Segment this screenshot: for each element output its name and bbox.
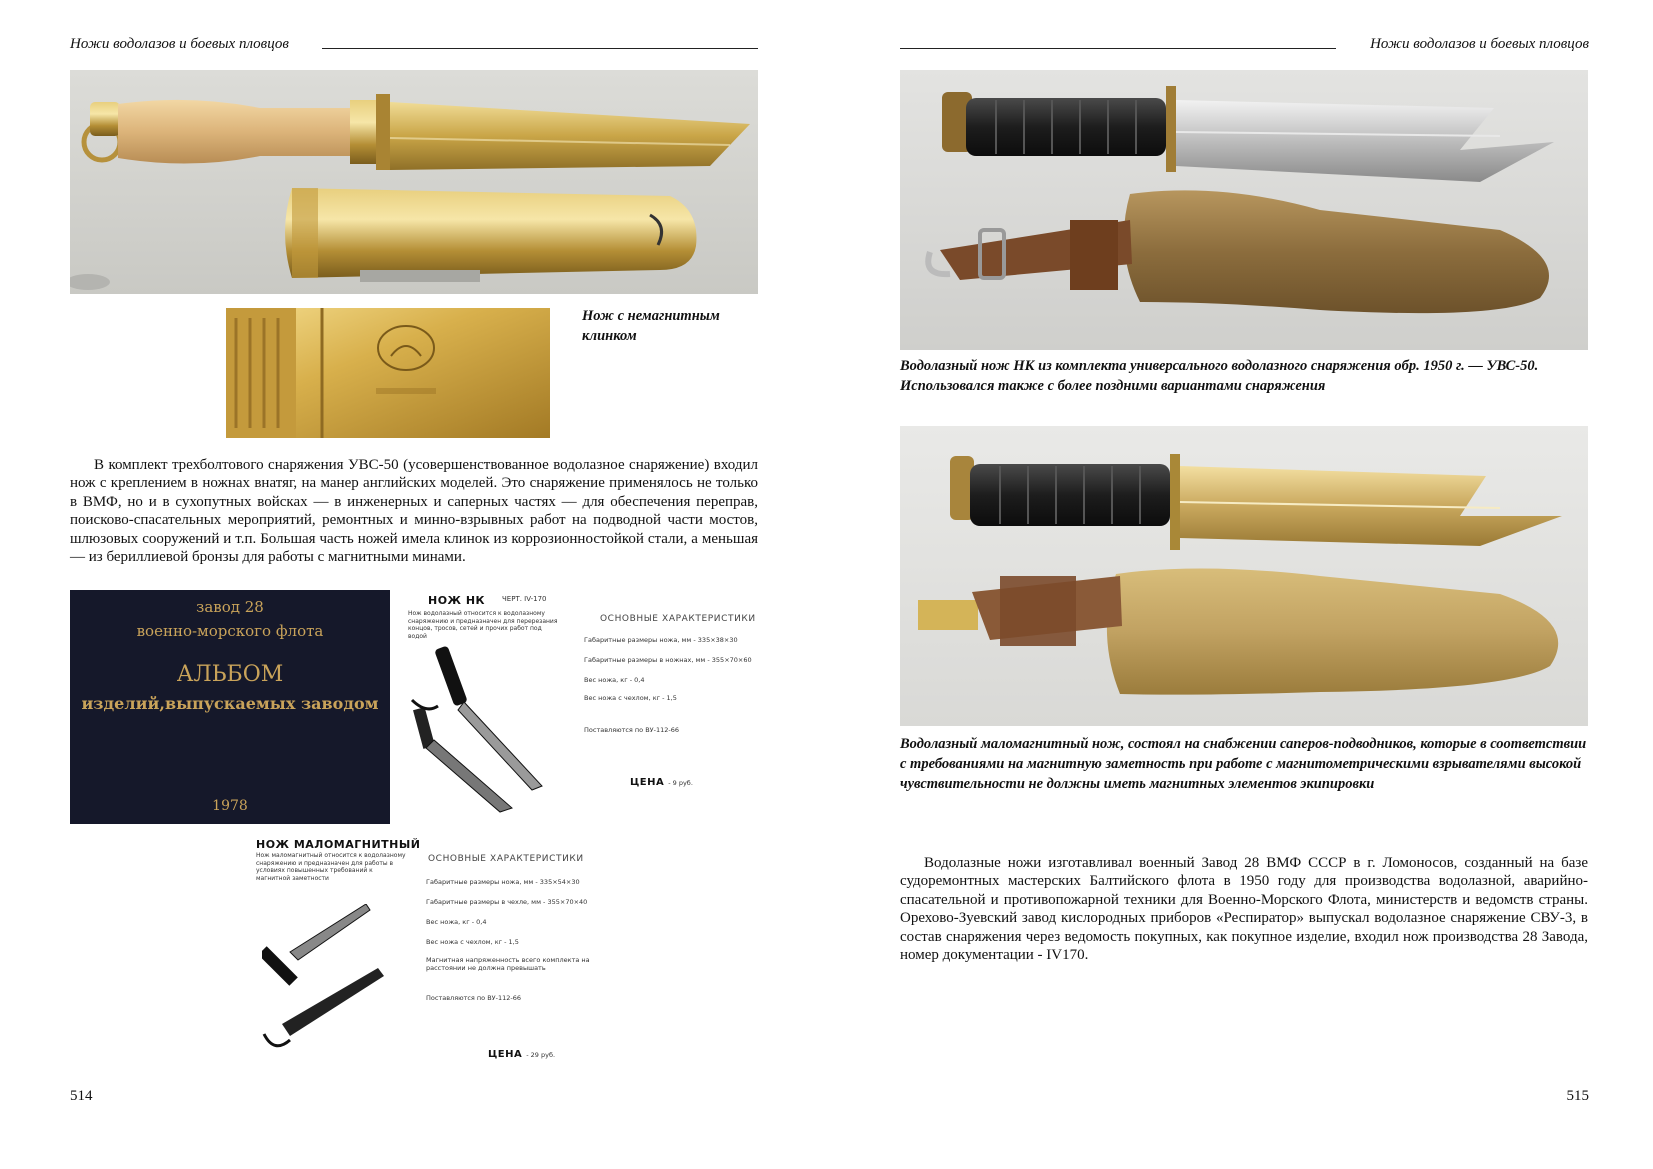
right-running-header: Ножи водолазов и боевых пловцов <box>1370 36 1589 52</box>
catalog-page-nk <box>404 590 758 824</box>
left-body-text <box>70 456 758 566</box>
catalog-nk-supply: Поставляются по ВУ-112-66 <box>584 726 679 734</box>
brass-knife-photo <box>70 70 758 294</box>
catalog-mm-price <box>488 1044 555 1062</box>
catalog-nk-title: НОЖ НК <box>428 594 486 607</box>
catalog-nk-spec-3: Вес ножа, кг - 0,4 <box>584 676 645 684</box>
catalog-mm-spec-5: Магнитная напряженность всего комплекта на расстоянии не должна превышать <box>426 956 590 972</box>
nk-knife-caption: Водолазный нож НК из комплекта универсального водолазного снаряжения обр. 1950 г. — УВС-50. Использовался также с более поздними вариантами снаряжения <box>900 358 1539 394</box>
left-running-header: Ножи водолазов и боевых пловцов <box>70 36 289 52</box>
catalog-mm-price-label: ЦЕНА <box>488 1049 523 1060</box>
catalog-nk-spec-2: Габаритные размеры в ножнах, мм - 355×70×60 <box>584 656 752 664</box>
album-title: АЛЬБОМ <box>176 662 284 687</box>
blade-marking-closeup-photo <box>226 308 550 438</box>
right-body-paragraph: Водолазные ножи изготавливал военный Завод 28 ВМФ СССР в г. Ломоносов, созданный на базе судоремонтных мастерских Балтийского флота в 1950 году для производства водолазной, аварийно-спасательной и противопожарной техники для Военно-Морского Флота, министерств и ведомств страны. Орехово-Зуевский завод кислородных приборов «Респиратор» выпускал водолазное снаряжение СВУ-3, в состав снаряжения через ведомость покупных, как покупное изделие, входил нож производства 28 Завода, номер документации - IV170. <box>900 855 1588 964</box>
right-page-number: 515 <box>1566 1088 1589 1104</box>
catalog-mm-spec-4: Вес ножа с чехлом, кг - 1,5 <box>426 938 519 946</box>
album-year: 1978 <box>212 798 248 814</box>
right-body-text <box>900 854 1588 964</box>
album-line-products: изделий,выпускаемых заводом <box>81 694 379 713</box>
catalog-nk-price-value: - 9 руб. <box>668 779 693 787</box>
right-header-rule <box>900 48 1336 49</box>
catalog-mm-supply: Поставляются по ВУ-112-66 <box>426 994 521 1002</box>
catalog-mm-title: НОЖ МАЛОМАГНИТНЫЙ <box>256 838 421 851</box>
catalog-mm-spec-heading: ОСНОВНЫЕ ХАРАКТЕРИСТИКИ <box>428 854 584 864</box>
inset-caption: Нож с немагнитным клинком <box>582 308 720 344</box>
catalog-mm-spec-2: Габаритные размеры в чехле, мм - 355×70×40 <box>426 898 588 906</box>
left-page-number: 514 <box>70 1088 93 1104</box>
album-cover-photo <box>70 590 390 824</box>
album-line-navy: военно-морского флота <box>136 622 324 640</box>
catalog-page-low-magnetic <box>256 834 596 1064</box>
catalog-nk-description: Нож водолазный относится к водолазному снаряжению и предназначен для перерезания концов, тросов, сетей и прочих работ под водой <box>408 610 558 640</box>
catalog-nk-price-label: ЦЕНА <box>630 777 665 788</box>
left-header-rule <box>322 48 758 49</box>
left-body-paragraph: В комплект трехболтового снаряжения УВС-50 (усовершенствованное водолазное снаряжение) входил нож с креплением в ножнах внатяг, на манер английских моделей. Это снаряжение применялось не только в ВМФ, но и в сухопутных войсках — в инженерных и саперных частях — для обеспечения переправ, поисково-спасательных мероприятий, ремонтных и минно-взрывных работ на подводной части мостов, шлюзовых сооружений и т.п. Большая часть ножей имела клинок из коррозионностойкой стали, а меньшая — из бериллиевой бронзы для работы с магнитными минами. <box>70 457 758 566</box>
catalog-mm-spec-1: Габаритные размеры ножа, мм - 335×54×30 <box>426 878 580 886</box>
album-line-factory: завод 28 <box>196 598 264 616</box>
catalog-mm-description: Нож маломагнитный относится к водолазному снаряжению и предназначен для работы в условиях повышенных требований к магнитной заметности <box>256 852 406 882</box>
catalog-mm-price-value: - 29 руб. <box>526 1051 556 1059</box>
catalog-nk-knife-drawing <box>404 640 564 820</box>
catalog-nk-code: ЧЕРТ. IV-170 <box>502 595 547 603</box>
catalog-mm-spec-3: Вес ножа, кг - 0,4 <box>426 918 487 926</box>
catalog-mm-knife-drawing <box>262 904 402 1064</box>
low-magnetic-knife-caption: Водолазный маломагнитный нож, состоял на снабжении саперов-подводников, которые в соответствии с требованиями на магнитную заметность при работе с магнитометрическими взрывателями высокой чувствительности не должны иметь магнитных элементов экипировки <box>900 736 1587 792</box>
catalog-nk-spec-4: Вес ножа с чехлом, кг - 1,5 <box>584 694 677 702</box>
nk-knife-photo <box>900 70 1588 350</box>
catalog-nk-spec-heading: ОСНОВНЫЕ ХАРАКТЕРИСТИКИ <box>600 614 756 624</box>
catalog-nk-price <box>630 772 693 790</box>
low-magnetic-knife-photo <box>900 426 1588 726</box>
catalog-nk-spec-1: Габаритные размеры ножа, мм - 335×38×30 <box>584 636 738 644</box>
